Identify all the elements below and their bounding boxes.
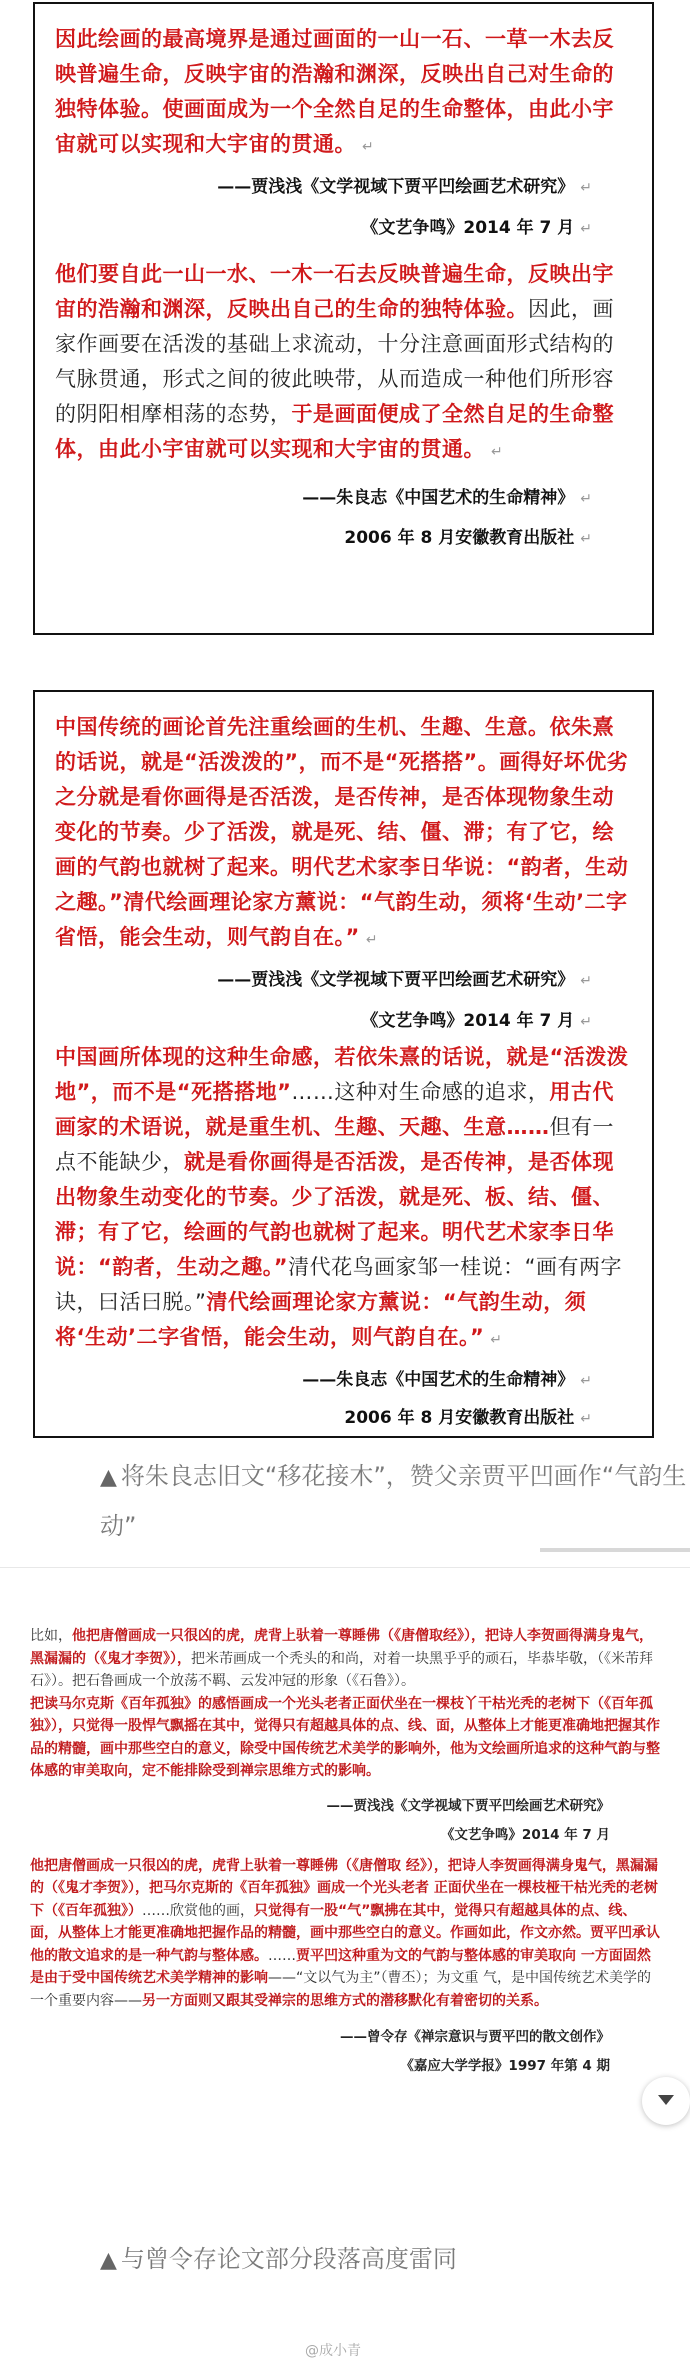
excerpt-image-3 xyxy=(30,1625,660,2215)
box1-paragraph-2: 他们要自此一山一水、一木一石去反映普遍生命，反映出宇宙的浩瀚和渊深，反映出自己的生命的独特体验。因此，画家作画要在活泼的基础上求流动，十分注意画面形式结构的气脉贯通，形式之间的彼此映带，从而造成一种他们所形容的阴阳相摩相荡的态势，于是画面便成了全然自足的生命整体，由此小宇宙就可以实现和大宇宙的贯通。 ↵ xyxy=(55,262,614,461)
box2-paragraph-1: 中国传统的画论首先注重绘画的生机、生趣、生意。依朱熹的话说，就是“活泼泼的”，而不是“死搭搭”。画得好坏优劣之分就是看你画得是否活泼，是否传神，是否体现物象生动变化的节奏。少了活泼，就是死、结、僵、滞；有了它，绘画的气韵也就树了起来。明代艺术家李日华说：“韵者，生动之趣。”清代绘画理论家方薰说：“气韵生动，须将‘生动’二字省悟，能会生动，则气韵自在。” ↵ xyxy=(55,715,629,949)
excerpt-citation-2: ——曾令存《禅宗意识与贾平凹的散文创作》 xyxy=(340,2029,610,2045)
box1-citation-2: ——朱良志《中国艺术的生命精神》 ↵ xyxy=(302,488,592,508)
scroll-indicator xyxy=(540,1548,690,1552)
scroll-down-button[interactable] xyxy=(642,2077,690,2125)
excerpt-citation-1: ——贾浅浅《文学视域下贾平凹绘画艺术研究》 xyxy=(326,1797,610,1814)
excerpt-paragraph-2: 把读马尔克斯《百年孤独》的感悟画成一个光头老者正面伏坐在一棵枝丫干枯光秃的老树下（《百年孤独》），只觉得一股悍气飘摇在其中，觉得只有超越具体的点、线、面，从整体上才能更准确地把握其作品的精髓，画中那些空白的意义，除受中国传统艺术美学的影响外，他为文绘画所追求的这种气韵与整体感的审美取向，定不能排除受到禅宗思维方式的影响。 xyxy=(30,1695,660,1779)
box2-paragraph-2: 中国画所体现的这种生命感，若依朱熹的话说，就是“活泼泼地”，而不是“死搭搭地”……这种对生命感的追求，用古代画家的术语说，就是重生机、生趣、天趣、生意……但有一点不能缺少，就是看你画得是否活泼，是否传神，是否体现出物象生动变化的节奏。少了活泼，就是死、板、结、僵、滞；有了它，绘画的气韵也就树了起来。明代艺术家李日华说：“韵者，生动之趣。”清代花鸟画家邹一桂说：“画有两字诀，曰活曰脱。”清代绘画理论家方薰说：“气韵生动，须将‘生动’二字省悟，能会生动，则气韵自在。” ↵ xyxy=(55,1045,629,1349)
box1-paragraph-1: 因此绘画的最高境界是通过画面的一山一石、一草一木去反映普遍生命，反映宇宙的浩瀚和渊深，反映出自己对生命的独特体验。使画面成为一个全然自足的生命整体，由此小宇宙就可以实现和大宇宙的贯通。 ↵ xyxy=(55,27,614,156)
box1-citation-2-source: 2006 年 8 月安徽教育出版社 ↵ xyxy=(344,528,592,548)
quote-comparison-box-1 xyxy=(33,2,654,635)
box1-citation-1: ——贾浅浅《文学视域下贾平凹绘画艺术研究》 ↵ xyxy=(217,177,592,197)
chevron-down-icon xyxy=(658,2095,674,2105)
box1-citation-1-source: 《文艺争鸣》2014 年 7 月 ↵ xyxy=(361,218,592,238)
divider xyxy=(0,1567,690,1568)
quote-comparison-box-2 xyxy=(33,690,654,1438)
excerpt-paragraph-1: 比如，他把唐僧画成一只很凶的虎，虎背上驮着一尊睡佛（《唐僧取经》），把诗人李贺画得满身鬼气，黑漏漏的（《鬼才李贺》），把米芾画成一个秃头的和尚，对着一块黑乎乎的顽石，毕恭毕敬，（《米芾拜石》）。把石鲁画成一个放荡不羁、云发冲冠的形象（《石鲁》）。 xyxy=(30,1628,653,1689)
excerpt-paragraph-3: 他把唐僧画成一只很凶的虎，虎背上驮着一尊睡佛（《唐僧取 经》），把诗人李贺画得满身鬼气，黑漏漏的（《鬼才李贺》），把马尔克斯的《百年孤独》画成一个光头老者 正面伏坐在一棵枝桠干枯光秃的老树下（《百年孤独》）……欣赏他的画，只觉得有一股“气”飘拂在其中，觉得只有超越具体的点、线、面，从整体上才能更准确地把握作品的精髓，画中那些空白的意义。作画如此，作文亦然。贾平凹承认他的散文追求的是一种气韵与整体感。……贾平凹这种重为文的气韵与整体感的审美取向 一方面固然是由于受中国传统艺术美学精神的影响——“文以气为主”（曹丕）；为文重 气，是中国传统艺术美学的一个重要内容——另一方面则又跟其受禅宗的思维方式的潜移默化有着密切的关系。 xyxy=(30,1857,660,2009)
box2-citation-2-source: 2006 年 8 月安徽教育出版社 ↵ xyxy=(344,1408,592,1428)
excerpt-citation-1-source: 《文艺争鸣》2014 年 7 月 xyxy=(440,1826,610,1843)
watermark: @成小青 xyxy=(305,2343,361,2359)
box2-citation-2: ——朱良志《中国艺术的生命精神》 ↵ xyxy=(302,1370,592,1390)
triangle-icon: ▲ xyxy=(100,2248,117,2273)
image-caption-1: ▲ 将朱良志旧文“移花接木”，赞父亲贾平凹画作“气韵生动” xyxy=(100,1462,687,1540)
box2-citation-1-source: 《文艺争鸣》2014 年 7 月 ↵ xyxy=(361,1011,592,1031)
excerpt-citation-2-source: 《嘉应大学学报》1997 年第 4 期 xyxy=(400,2058,610,2074)
triangle-icon: ▲ xyxy=(100,1465,117,1490)
box2-citation-1: ——贾浅浅《文学视域下贾平凹绘画艺术研究》 ↵ xyxy=(217,970,592,990)
image-caption-2: ▲ 与曾令存论文部分段落高度雷同 xyxy=(100,2245,457,2273)
